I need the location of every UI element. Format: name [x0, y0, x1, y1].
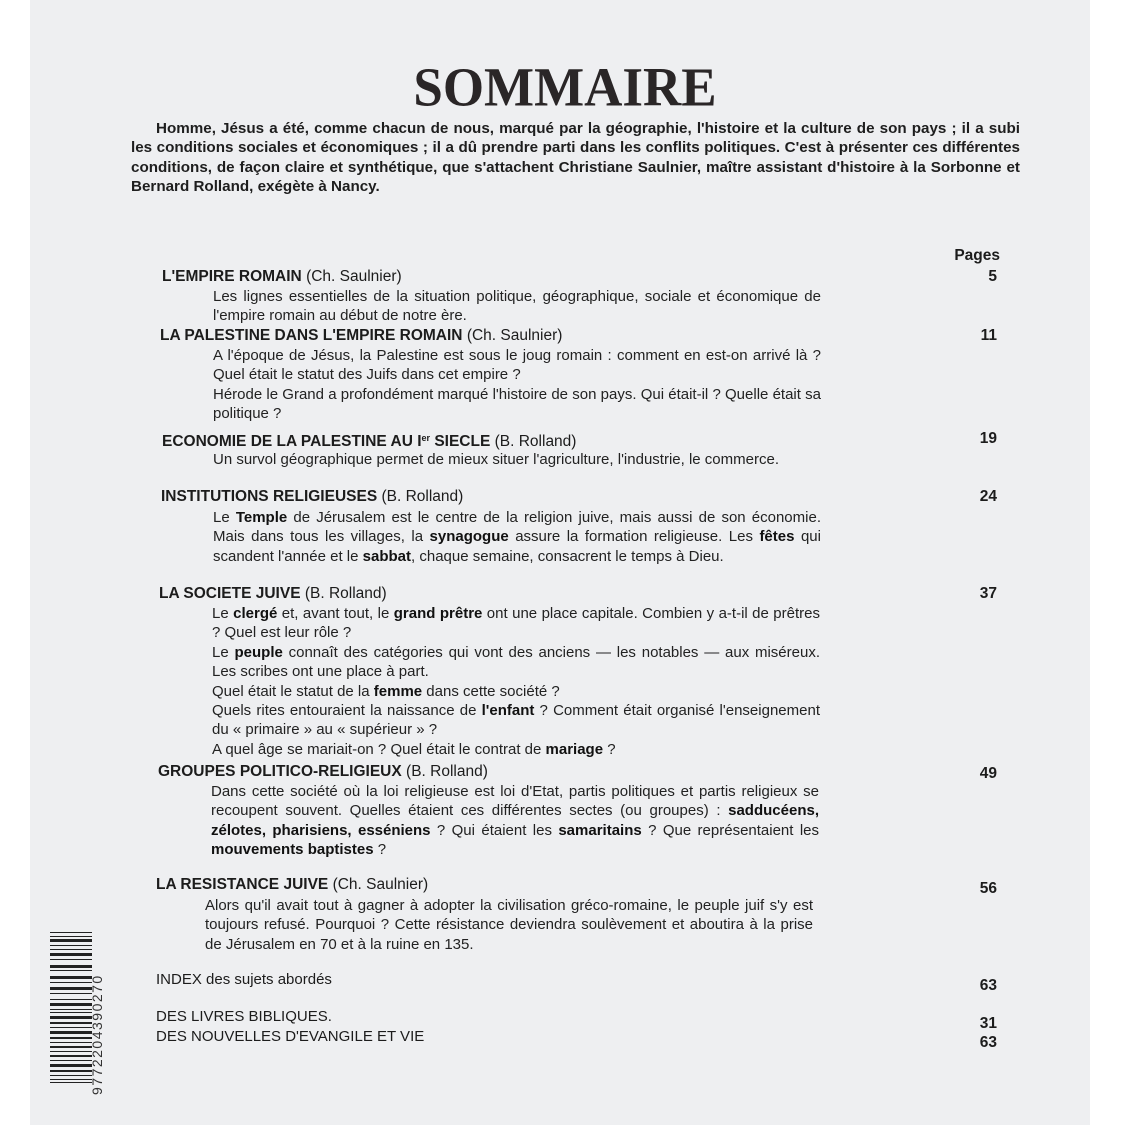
entry-heading: LA PALESTINE DANS L'EMPIRE ROMAIN — [160, 327, 463, 344]
entry-description — [213, 508, 821, 566]
description-paragraph: Quels rites entouraient la naissance de l'enfant ? Comment était organisé l'enseignement du « primaire » au « supérieur » ? — [212, 702, 820, 739]
entry-page-number: 19 — [979, 430, 997, 447]
keyword: synagogue — [429, 528, 509, 546]
extra-livres-bibliques[interactable]: DES LIVRES BIBLIQUES. — [156, 1008, 332, 1025]
entry-page-number: 5 — [988, 268, 997, 285]
entry-author: (B. Rolland) — [381, 488, 464, 505]
keyword: grand prêtre — [393, 605, 483, 622]
entry-page-number: 24 — [979, 488, 997, 505]
entry-heading: INSTITUTIONS RELIGIEUSES — [161, 488, 378, 505]
intro-paragraph: Homme, Jésus a été, comme chacun de nous, marqué par la géographie, l'histoire et la culture de son pays ; il a subi les conditions sociales et économiques ; il a dû prendre parti dans les conflits politiques. C'est à présenter ces différentes conditions, de façon claire et synthétique, que s'attachent Christiane Saulnier, maître assistant d'histoire à la Sorbonne et Bernard Rolland, exégète à Nancy. — [131, 120, 1020, 195]
keyword: mouvements baptistes — [211, 841, 374, 859]
entry-author: (Ch. Saulnier) — [306, 268, 402, 285]
entry-description — [205, 896, 813, 954]
entry-description — [213, 346, 821, 424]
entry-author: (Ch. Saulnier) — [332, 876, 429, 893]
entry-author: (B. Rolland) — [304, 585, 387, 602]
page-title: SOMMAIRE — [413, 57, 717, 118]
extra-nouvelles-evangile[interactable]: DES NOUVELLES D'EVANGILE ET VIE — [156, 1028, 425, 1045]
toc-entry-title[interactable] — [161, 487, 463, 506]
index-page-number: 63 — [979, 977, 997, 994]
entry-heading: GROUPES POLITICO-RELIGIEUX — [158, 763, 402, 780]
toc-entry-title[interactable] — [156, 875, 428, 894]
description-paragraph: Alors qu'il avait tout à gagner à adopter la civilisation gréco-romaine, le peuple juif s'y est toujours refusé. Pourquoi ? Cette résistance deviendra soulèvement et aboutira à la prise de Jérusalem en 70 et à la ruine en 135. — [205, 897, 813, 953]
entry-page-number: 11 — [980, 327, 997, 344]
description-paragraph: Hérode le Grand a profondément marqué l'histoire de son pays. Qui était-il ? Quelle était sa politique ? — [213, 385, 821, 423]
extra-page-number: 63 — [979, 1034, 997, 1051]
keyword: mariage — [545, 740, 604, 758]
keyword: l'enfant — [481, 702, 535, 720]
toc-entry-title[interactable] — [160, 326, 562, 345]
keyword: peuple — [234, 643, 283, 661]
keyword: samaritains — [558, 821, 642, 839]
description-paragraph: Le Temple de Jérusalem est le centre de la religion juive, mais aussi de son économie. Mais dans tous les villages, la synagogue assure la formation religieuse. Les fêtes qui scandent l'année et le sabbat, chaque semaine, consacrent le temps à Dieu. — [213, 509, 821, 565]
description-paragraph: A l'époque de Jésus, la Palestine est sous le joug romain : comment en est-on arrivé là ? Quel était le statut des Juifs dans cet empire ? — [213, 347, 821, 384]
keyword: fêtes — [759, 528, 795, 546]
entry-author: (Ch. Saulnier) — [466, 327, 563, 344]
description-paragraph: Quel était le statut de la femme dans cette société ? — [212, 682, 560, 700]
keyword: femme — [373, 682, 423, 700]
keyword: sabbat — [362, 547, 412, 565]
entry-author: (B. Rolland) — [494, 433, 577, 450]
description-paragraph: A quel âge se mariait-on ? Quel était le contrat de mariage ? — [212, 740, 616, 758]
entry-heading: L'EMPIRE ROMAIN — [162, 268, 302, 285]
entry-page-number: 56 — [979, 880, 997, 897]
entry-heading: ECONOMIE DE LA PALESTINE AU Ier SIECLE — [162, 433, 491, 450]
description-paragraph: Un survol géographique permet de mieux situer l'agriculture, l'industrie, le commerce. — [213, 451, 779, 468]
entry-description — [213, 450, 821, 469]
keyword: clergé — [233, 605, 278, 622]
index-label[interactable]: INDEX des sujets abordés — [156, 971, 332, 988]
keyword: sadducéens, zélotes, pharisiens, esséniens — [211, 802, 819, 839]
entry-page-number: 37 — [979, 585, 997, 602]
pages-column-header: Pages — [954, 247, 1000, 264]
entry-author: (B. Rolland) — [406, 763, 488, 780]
description-paragraph: Les lignes essentielles de la situation politique, géographique, sociale et économique de l'empire romain au début de notre ère. — [213, 288, 821, 325]
description-paragraph: Dans cette société où la loi religieuse est loi d'Etat, partis politiques et partis religieux se recoupent souvent. Quelles étaient ces différentes sectes (ou groupes) : sadducéens, zélotes, pharisiens, esséniens ? Qui étaient les samaritains ? Que représentaient les mouvements baptistes ? — [211, 783, 820, 859]
barcode-number: 9772204390270 — [89, 974, 105, 1095]
entry-heading: LA RESISTANCE JUIVE — [156, 876, 329, 893]
entry-description — [211, 782, 819, 860]
keyword: Temple — [235, 509, 288, 526]
toc-entry-title[interactable] — [159, 584, 387, 603]
entry-page-number: 49 — [979, 765, 997, 782]
toc-entry-title[interactable] — [162, 429, 576, 451]
entry-heading: LA SOCIETE JUIVE — [159, 585, 301, 602]
toc-entry-title[interactable] — [162, 267, 402, 286]
entry-description — [213, 287, 821, 326]
extra-page-number: 31 — [979, 1015, 997, 1032]
description-paragraph: Le peuple connaît des catégories qui vont des anciens — les notables — aux miséreux. Les scribes ont une place à part. — [212, 643, 820, 681]
description-paragraph: Le clergé et, avant tout, le grand prêtre ont une place capitale. Combien y a-t-il de prêtres ? Quel est leur rôle ? — [212, 605, 820, 642]
entry-description — [212, 604, 820, 759]
toc-entry-title[interactable] — [158, 762, 488, 781]
